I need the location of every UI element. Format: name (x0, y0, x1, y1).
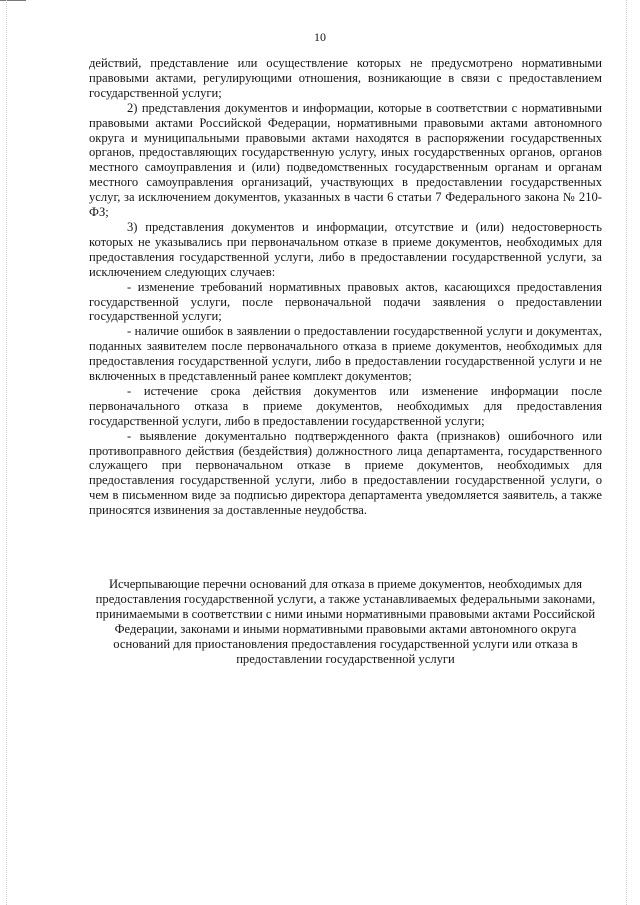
paragraph-exception-1: - изменение требований нормативных правовых актов, касающихся предоставления государственной услуги, после первоначальной подачи заявления о предоставлении государственной услуги; (89, 279, 602, 324)
scan-edge-left (6, 0, 7, 905)
scan-edge-right (626, 0, 627, 905)
scan-corner-mark (0, 0, 26, 1)
document-body (89, 56, 602, 518)
paragraph-item-3: 3) представления документов и информации, отсутствие и (или) недостоверность которых не указывались при первоначальном отказе в приеме документов, необходимых для предоставления государственной услуги, либо в предоставлении государственной услуги, за исключением следующих случаев: (89, 219, 602, 279)
page-number: 10 (314, 30, 326, 44)
paragraph-exception-3: - истечение срока действия документов или изменение информации после первоначального отказа в приеме документов, необходимых для предоставления государственной услуги, либо в предоставлении государственной услуги; (89, 383, 602, 428)
paragraph-exception-2: - наличие ошибок в заявлении о предоставлении государственной услуги и документах, поданных заявителем после первоначального отказа в приеме документов, необходимых для предоставления государственной услуги, либо в предоставлении государственной услуги и не включенных в представленный ранее комплект документов; (89, 324, 602, 384)
paragraph-item-2: 2) представления документов и информации, которые в соответствии с нормативными правовыми актами Российской Федерации, нормативными правовыми актами автономного округа и муниципальными правовыми актами находятся в распоряжении государственных органов, предоставляющих государственную услугу, иных государственных органов, органов местного самоуправления и (или) подведомственных государственным органам и органам местного самоуправления организаций, участвующих в предоставлении государственных услуг, за исключением документов, указанных в части 6 статьи 7 Федерального закона № 210-ФЗ; (89, 100, 602, 220)
paragraph-continuation: действий, представление или осуществление которых не предусмотрено нормативными правовыми актами, регулирующими отношения, возникающие в связи с предоставлением государственной услуги; (89, 56, 602, 100)
paragraph-exception-4: - выявление документально подтвержденного факта (признаков) ошибочного или противоправного действия (бездействия) должностного лица департамента, государственного служащего при первоначальном отказе в приеме документов, необходимых для предоставления государственной услуги, либо в предоставлении государственной услуги, о чем в письменном виде за подписью директора департамента уведомляется заявитель, а также приносятся извинения за доставленные неудобства. (89, 428, 602, 518)
section-heading: Исчерпывающие перечни оснований для отказа в приеме документов, необходимых для предоставления государственной услуги, а также устанавливаемых федеральными законами, принимаемыми в соответствии с ними иными нормативными правовыми актами Российской Федерации, законами и иными нормативными правовыми актами автономного округа оснований для приостановления предоставления государственной услуги или отказа в предоставлении государственной услуги (95, 577, 596, 666)
